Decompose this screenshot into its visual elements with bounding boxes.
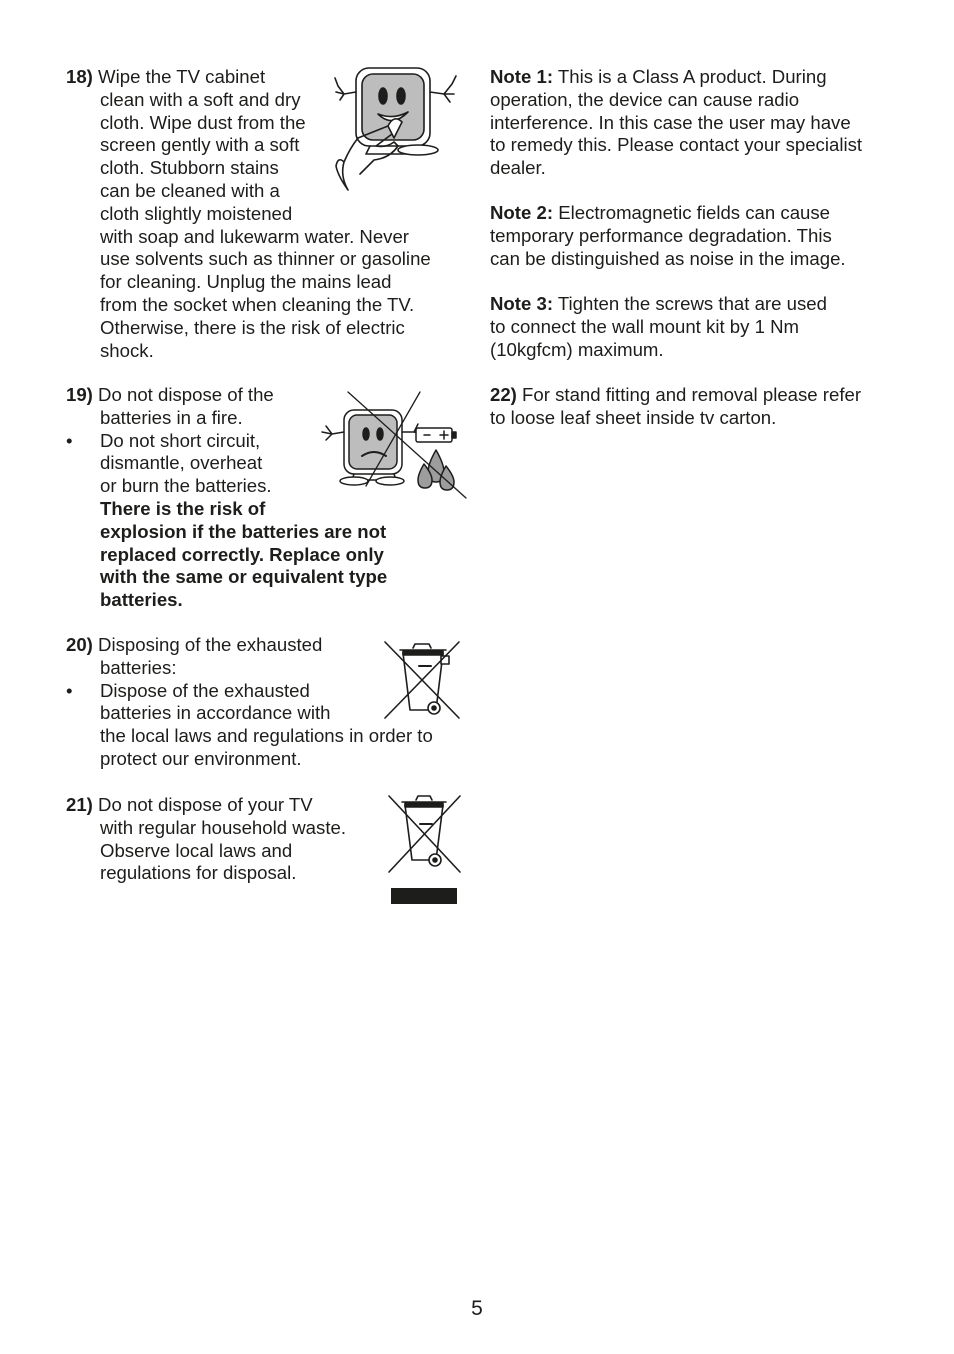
item-22-number: 22): [490, 384, 517, 405]
note-2-label: Note 2:: [490, 202, 554, 223]
item-19-lead: 19) Do not dispose of the batteries in a fire.: [66, 384, 274, 428]
note-1-label: Note 1:: [490, 66, 554, 87]
crossed-bin-with-bar-icon: [386, 794, 462, 906]
battery-warning-text: There is the risk of explosion if the batteries are not replaced correctly. Replace only with the same or equivalent type batteries.: [100, 497, 388, 611]
item-21-number: 21): [66, 794, 93, 815]
bullet-marker: •: [66, 429, 73, 451]
bullet-marker: •: [66, 679, 73, 701]
battery-fire-warning-icon: [318, 386, 468, 502]
item-19-number: 19): [66, 384, 93, 405]
item-20-lead: 20) Disposing of the exhausted batteries:: [66, 634, 323, 678]
page-number: 5: [471, 1297, 483, 1320]
note-2: Note 2: Electromagnetic fields can cause temporary performance degradation. This can be distinguished as noise in the image.: [490, 202, 846, 269]
note-3: Note 3: Tighten the screws that are used to connect the wall mount kit by 1 Nm (10kgfcm) maximum.: [490, 293, 827, 360]
crossed-bin-icon: [383, 640, 463, 720]
tv-cleaning-illustration-icon: [330, 62, 465, 202]
item-19-bullet: • Do not short circuit, dismantle, overheat or burn the batteries. There is the risk of explosion if the batteries are not replaced correctly. Replace only with the same or equivalent type batteries.: [66, 429, 388, 611]
item-20-number: 20): [66, 634, 93, 655]
item-20-bullet: • Dispose of the exhausted batteries in accordance with the local laws and regulations in order to protect our environment.: [66, 679, 433, 769]
item-18-text: 18) Wipe the TV cabinet clean with a soft and dry cloth. Wipe dust from the screen gently with a soft cloth. Stubborn stains can be cleaned with a cloth slightly moistened with soap and lukewarm water. Never use solvents such as thinner or gasoline for cleaning. Unplug the mains lead from the socket when cleaning the TV. Otherwise, there is the risk of electric shock.: [66, 66, 431, 361]
item-21-text: 21) Do not dispose of your TV with regular household waste. Observe local laws and regulations for disposal.: [66, 794, 346, 884]
item-18-number: 18): [66, 66, 93, 87]
note-3-label: Note 3:: [490, 293, 554, 314]
note-1: Note 1: This is a Class A product. During operation, the device can cause radio interference. In this case the user may have to remedy this. Please contact your specialist dealer.: [490, 66, 863, 179]
item-22: 22) For stand fitting and removal please refer to loose leaf sheet inside tv carton.: [490, 384, 862, 428]
